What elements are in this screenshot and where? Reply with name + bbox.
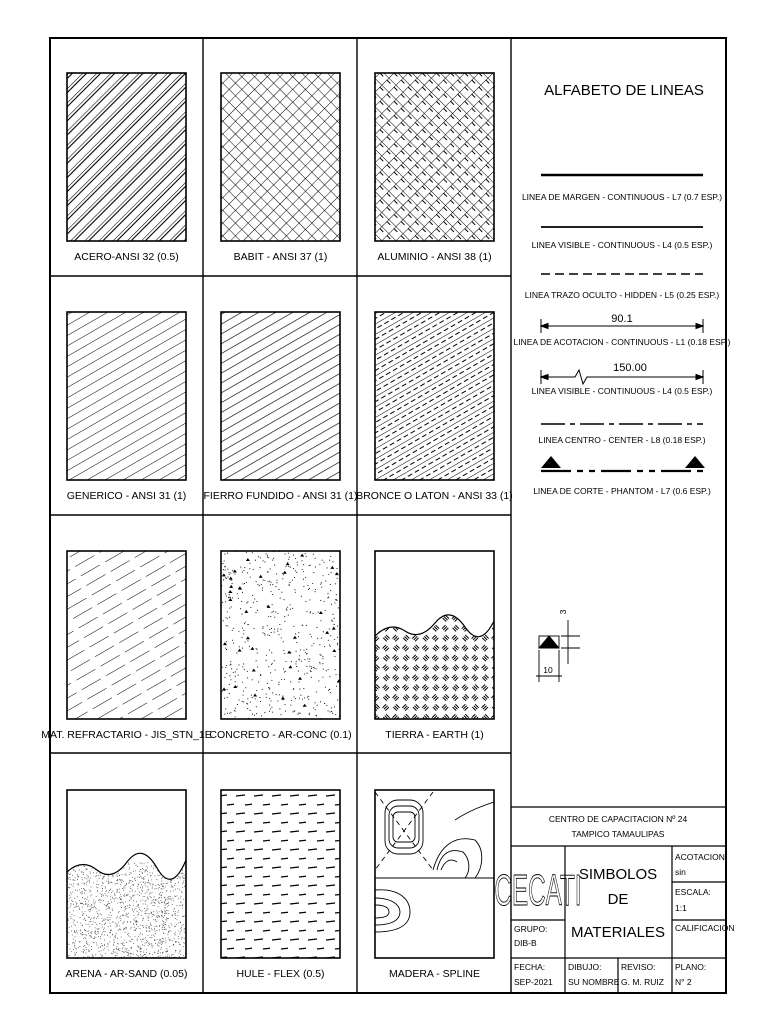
material-sample-flex: [221, 790, 340, 958]
escala-label: ESCALA:: [675, 887, 711, 897]
material-label: MAT. REFRACTARIO - JIS_STN_1E: [41, 729, 212, 741]
acotacion-value: sin: [675, 867, 686, 877]
fecha-value: SEP-2021: [514, 977, 553, 987]
line-label-center: LINEA CENTRO - CENTER - L8 (0.18 ESP.): [538, 435, 706, 445]
material-label: FIERRO FUNDIDO - ANSI 31 (1): [203, 490, 358, 502]
school-name: CENTRO DE CAPACITACION Nº 24: [548, 814, 688, 824]
material-label: ACERO-ANSI 32 (0.5): [74, 251, 179, 263]
calificacion-label: CALIFICACION: [675, 923, 735, 933]
material-label: ALUMINIO - ANSI 38 (1): [377, 251, 492, 263]
cutting-arrow-icon: [541, 456, 705, 468]
plano-label: PLANO:: [675, 962, 707, 972]
material-sample-ansi32: [67, 73, 186, 241]
material-label: MADERA - SPLINE: [388, 968, 481, 980]
plano-value: N° 2: [675, 977, 692, 987]
line-label-visible: LINEA VISIBLE - CONTINUOUS - L4 (0.5 ESP.): [531, 240, 713, 250]
material-frame: [221, 551, 340, 719]
material-sample-earth: [375, 551, 494, 719]
alphabet-title: ALFABETO DE LINEAS: [544, 82, 704, 99]
material-sample-spline: [375, 790, 494, 958]
school-city: TAMPICO TAMAULIPAS: [571, 829, 665, 839]
line-label-margin: LINEA DE MARGEN - CONTINUOUS - L7 (0.7 ESP.): [521, 192, 723, 202]
material-label: ARENA - AR-SAND (0.05): [65, 968, 188, 980]
dimension-value-150: 150.00: [613, 362, 647, 374]
dibujo-label: DIBUJO:: [568, 962, 602, 972]
material-sample-sand: [47, 750, 206, 958]
acotacion-label: ACOTACION:: [675, 852, 728, 862]
drawing-title-2: DE: [607, 891, 629, 908]
dimension-value-90: 90.1: [611, 313, 633, 325]
material-label: BABIT - ANSI 37 (1): [233, 251, 328, 263]
line-label-dimension: LINEA DE ACOTACION - CONTINUOUS - L1 (0.18 ESP.): [513, 337, 731, 347]
material-label: BRONCE O LATON - ANSI 33 (1): [356, 490, 513, 502]
escala-value: 1:1: [675, 903, 687, 913]
dibujo-value: SU NOMBRE: [568, 977, 620, 987]
material-label: CONCRETO - AR-CONC (0.1): [209, 729, 352, 741]
line-label-visible-2: LINEA VISIBLE - CONTINUOUS - L4 (0.5 ESP.): [531, 386, 713, 396]
reviso-value: G. M. RUIZ: [621, 977, 664, 987]
arrow-height-dim: 3: [558, 609, 568, 615]
material-sample-jis: [67, 551, 186, 719]
material-sample-ansi37: [221, 73, 340, 241]
material-sample-ansi33: [375, 312, 494, 480]
material-sample-ansi31: [67, 312, 186, 480]
drawing-title-3: MATERIALES: [571, 924, 665, 941]
grupo-label: GRUPO:: [514, 924, 548, 934]
fecha-label: FECHA:: [514, 962, 546, 972]
material-sample-conc: [221, 551, 343, 719]
material-label: GENERICO - ANSI 31 (1): [66, 490, 187, 502]
reviso-label: REVISO:: [621, 962, 656, 972]
material-label: TIERRA - EARTH (1): [385, 729, 484, 741]
line-label-cutting: LINEA DE CORTE - PHANTOM - L7 (0.6 ESP.): [533, 486, 711, 496]
drawing-title-1: SIMBOLOS: [578, 866, 658, 883]
material-sample-ansi31b: [221, 312, 340, 480]
arrow-width-dim: 10: [543, 665, 553, 675]
grupo-value: DIB-B: [514, 938, 537, 948]
line-label-hidden: LINEA TRAZO OCULTO - HIDDEN - L5 (0.25 ESP.): [524, 290, 720, 300]
cecati-logo: CECATI: [494, 865, 582, 915]
material-sample-ansi38: [375, 73, 494, 241]
material-label: HULE - FLEX (0.5): [236, 968, 325, 980]
